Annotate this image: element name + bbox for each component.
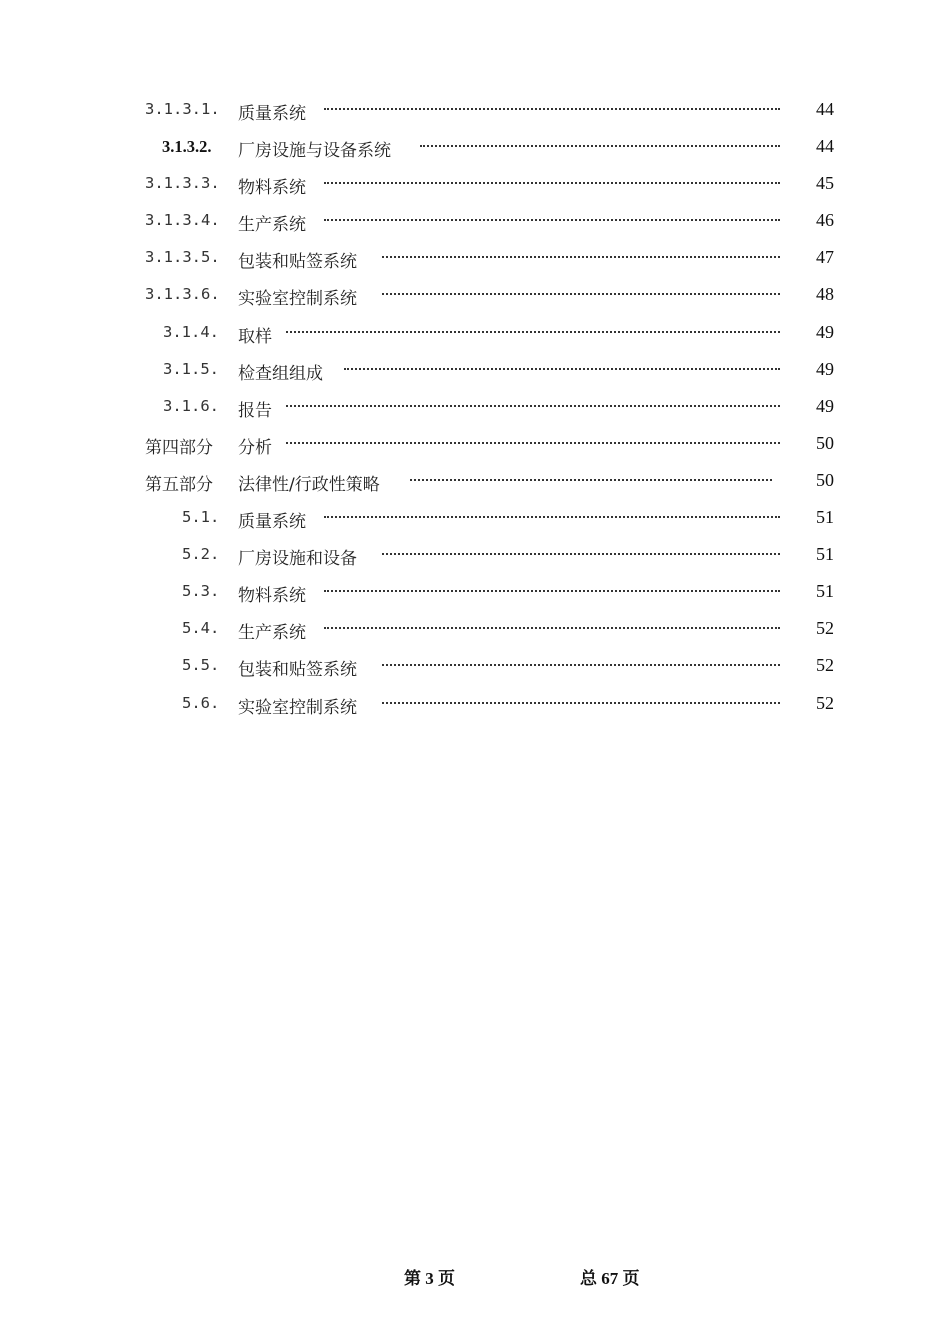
toc-entry-title: 实验室控制系统 — [238, 697, 357, 718]
toc-entry-number: 5.1. — [182, 508, 220, 527]
toc-entry-number: 5.3. — [182, 582, 220, 601]
toc-entry-page: 49 — [816, 321, 834, 342]
toc-entry-page: 49 — [816, 395, 834, 416]
toc-entry-number: 3.1.3.1. — [145, 100, 220, 118]
toc-entry-title: 分析 — [238, 437, 272, 458]
toc-entry-number: 3.1.3.5. — [145, 248, 220, 267]
toc-entry[interactable] — [0, 574, 950, 611]
table-of-contents — [0, 92, 950, 723]
toc-entry-number: 5.6. — [182, 693, 220, 712]
toc-entry[interactable] — [0, 426, 950, 463]
dot-leader — [382, 553, 780, 555]
toc-entry-page: 50 — [816, 432, 834, 453]
toc-entry-page: 46 — [816, 210, 834, 231]
current-page-label: 第 3 页 — [404, 1269, 455, 1288]
toc-entry-title: 厂房设施与设备系统 — [238, 141, 391, 162]
toc-entry-title: 质量系统 — [238, 104, 306, 124]
toc-entry[interactable] — [0, 240, 950, 277]
toc-entry-title: 质量系统 — [238, 512, 306, 533]
toc-entry[interactable] — [0, 611, 950, 648]
toc-entry-page: 47 — [816, 247, 834, 268]
dot-leader — [324, 219, 780, 221]
toc-entry-title: 生产系统 — [238, 623, 306, 644]
toc-entry-title: 实验室控制系统 — [238, 289, 357, 310]
toc-entry-number: 3.1.3.2. — [162, 137, 212, 157]
toc-entry-number: 3.1.6. — [163, 396, 219, 415]
dot-leader — [410, 479, 772, 481]
toc-entry[interactable] — [0, 463, 950, 500]
toc-entry-title: 生产系统 — [238, 215, 306, 236]
toc-entry-number: 3.1.3.4. — [145, 211, 220, 230]
toc-entry-page: 45 — [816, 173, 834, 194]
toc-entry[interactable] — [0, 389, 950, 426]
toc-entry-title: 取样 — [238, 326, 272, 347]
dot-leader — [286, 405, 780, 407]
dot-leader — [382, 256, 780, 258]
toc-entry-title: 物料系统 — [238, 586, 306, 607]
toc-entry-title: 包装和贴签系统 — [238, 252, 357, 273]
dot-leader — [324, 627, 780, 629]
dot-leader — [324, 108, 780, 110]
toc-entry-page: 51 — [816, 544, 834, 565]
total-pages-label: 总 67 页 — [580, 1269, 640, 1288]
toc-entry-number: 3.1.4. — [163, 322, 219, 341]
toc-entry-title: 厂房设施和设备 — [238, 549, 357, 570]
dot-leader — [344, 368, 780, 370]
toc-entry-page: 50 — [816, 469, 834, 490]
toc-entry[interactable] — [0, 277, 950, 314]
toc-entry-title: 报告 — [238, 400, 272, 421]
toc-entry[interactable] — [0, 203, 950, 240]
toc-entry[interactable] — [0, 686, 950, 723]
dot-leader — [324, 516, 780, 518]
toc-entry-number: 第四部分 — [145, 437, 213, 458]
toc-entry[interactable] — [0, 648, 950, 685]
toc-entry-title: 检查组组成 — [238, 363, 323, 384]
toc-entry-number: 3.1.3.6. — [145, 285, 220, 304]
dot-leader — [382, 664, 780, 666]
toc-entry-page: 44 — [816, 99, 834, 119]
toc-entry[interactable] — [0, 315, 950, 352]
toc-entry-page: 52 — [816, 655, 834, 676]
toc-entry-page: 49 — [816, 358, 834, 379]
toc-entry-title: 包装和贴签系统 — [238, 660, 357, 681]
toc-entry[interactable] — [0, 537, 950, 574]
toc-entry-page: 52 — [816, 692, 834, 713]
toc-entry-number: 5.2. — [182, 545, 220, 564]
toc-entry-number: 5.5. — [182, 656, 220, 675]
toc-entry-number: 第五部分 — [145, 474, 213, 495]
toc-entry-page: 48 — [816, 284, 834, 305]
dot-leader — [382, 702, 780, 704]
toc-entry[interactable] — [0, 129, 950, 166]
toc-entry-page: 51 — [816, 581, 834, 602]
dot-leader — [286, 331, 780, 333]
toc-entry-page: 44 — [816, 136, 834, 157]
dot-leader — [382, 293, 780, 295]
toc-entry[interactable] — [0, 166, 950, 203]
toc-entry[interactable] — [0, 500, 950, 537]
dot-leader — [324, 590, 780, 592]
toc-entry[interactable] — [0, 92, 950, 129]
toc-entry-number: 3.1.5. — [163, 359, 219, 378]
toc-entry-title: 法律性/行政性策略 — [238, 474, 380, 495]
dot-leader — [420, 145, 780, 147]
toc-entry[interactable] — [0, 352, 950, 389]
toc-entry-title: 物料系统 — [238, 178, 306, 199]
dot-leader — [324, 182, 780, 184]
toc-entry-page: 52 — [816, 618, 834, 639]
toc-entry-page: 51 — [816, 507, 834, 528]
toc-entry-number: 3.1.3.3. — [145, 174, 220, 193]
toc-entry-number: 5.4. — [182, 619, 220, 638]
page-footer — [0, 1264, 950, 1288]
dot-leader — [286, 442, 780, 444]
